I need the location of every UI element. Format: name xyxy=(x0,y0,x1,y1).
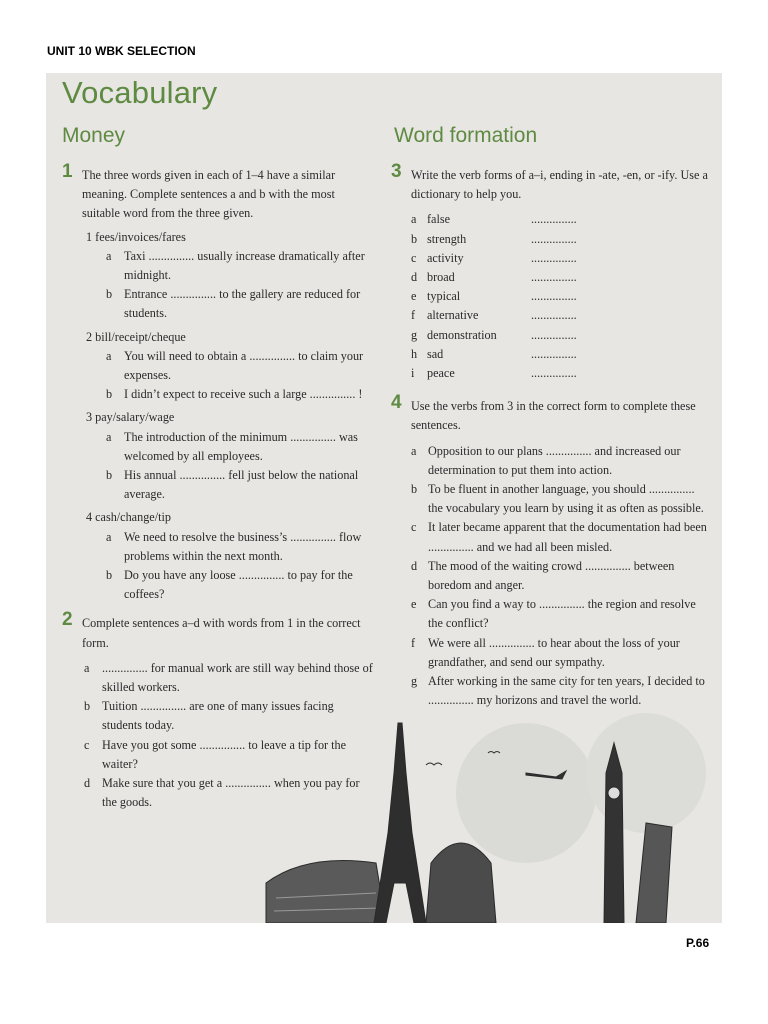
group-label: 2 bill/receipt/cheque xyxy=(86,329,186,344)
list-item: h sad ............... xyxy=(411,346,577,361)
sentence-item: a ............... for manual work are still way behind those of skilled workers. xyxy=(84,660,373,695)
exercise-3 xyxy=(391,161,711,204)
sentence-item: b To be fluent in another language, you should ............... the vocabulary you learn by using it as often as possible. xyxy=(411,482,704,516)
exercise-instruction: Use the verbs from 3 in the correct form to complete these sentences. xyxy=(411,399,696,433)
sentence-item: e Can you find a way to ............... the region and resolve the conflict? xyxy=(411,597,696,631)
sentence-item: b Entrance ............... to the gallery are reduced for students. xyxy=(106,287,361,321)
exercise-instruction: Write the verb forms of a–i, ending in -ate, -en, or -ify. Use a dictionary to help you. xyxy=(411,168,708,202)
list-item: c activity ............... xyxy=(411,250,577,265)
exercise-number: 4 xyxy=(391,392,402,414)
money-heading: Money xyxy=(62,124,126,147)
sentence-item: a You will need to obtain a ............... to claim your expenses. xyxy=(106,348,364,383)
exercise-number: 2 xyxy=(62,609,73,631)
word-formation-heading: Word formation xyxy=(394,124,538,147)
sentence-item: a The introduction of the minimum ............... was welcomed by all employees. xyxy=(106,429,358,463)
word-formation-list xyxy=(391,210,711,383)
group-label: 4 cash/change/tip xyxy=(86,510,171,525)
sentence-item: c Have you got some ............... to leave a tip for the waiter? xyxy=(84,737,347,771)
list-item: d broad ............... xyxy=(411,270,577,285)
exercise-instruction: The three words given in each of 1–4 have a similar meaning. Complete sentences a and b with the most suitable word from the three given. xyxy=(82,168,336,221)
word-group-2 xyxy=(82,328,374,405)
sentence-item: b Tuition ............... are one of many issues facing students today. xyxy=(84,699,334,733)
sentence-item: a We need to resolve the business’s ............... flow problems within the next month. xyxy=(106,529,362,563)
header-label: UNIT 10 WBK SELECTION xyxy=(47,44,196,58)
list-item: a false ............... xyxy=(411,212,577,227)
sentence-item: b Do you have any loose ............... to pay for the coffees? xyxy=(106,568,353,602)
word-group-3 xyxy=(82,408,374,504)
group-label: 3 pay/salary/wage xyxy=(86,410,175,425)
list-item: b strength ............... xyxy=(411,231,577,246)
sentence-item: a Taxi ............... usually increase dramatically after midnight. xyxy=(106,248,365,283)
list-item: f alternative ............... xyxy=(411,308,577,323)
word-group-4 xyxy=(82,508,374,604)
sentence-item: d The mood of the waiting crowd ............... between boredom and anger. xyxy=(411,558,675,593)
scanned-workbook-page xyxy=(46,73,722,923)
group-label: 1 fees/invoices/fares xyxy=(86,229,186,244)
sentence-item: d Make sure that you get a ............... when you pay for the goods. xyxy=(84,776,360,810)
page-number: P.66 xyxy=(686,936,710,950)
list-item: e typical ............... xyxy=(411,289,577,304)
list-item: g demonstration ............... xyxy=(411,327,577,342)
word-group-1 xyxy=(82,228,374,324)
sentence-item: f We were all ............... to hear about the loss of your grandfather, and send our sympathy. xyxy=(411,635,680,669)
exercise-number: 3 xyxy=(391,161,402,182)
right-column xyxy=(391,161,711,710)
exercise-1 xyxy=(62,161,374,604)
vocabulary-heading: Vocabulary xyxy=(62,75,218,110)
sentence-item: b His annual ............... fell just below the national average. xyxy=(106,468,359,502)
sentence-item: b I didn’t expect to receive such a large ............... ! xyxy=(106,387,363,402)
sentence-item: c It later became apparent that the documentation had been ............... and we had all been misled. xyxy=(411,520,707,554)
sentence-item: g After working in the same city for ten years, I decided to ............... my horizons and travel the world. xyxy=(411,674,705,708)
sentence-item: a Opposition to our plans ............... and increased our determination to put them into action. xyxy=(411,443,681,477)
exercise-4 xyxy=(391,392,711,435)
exercise-instruction: Complete sentences a–d with words from 1 in the correct form. xyxy=(82,616,361,650)
landmarks-illustration xyxy=(226,713,722,923)
exercise-number: 1 xyxy=(62,161,73,182)
list-item: i peace ............... xyxy=(411,366,577,381)
